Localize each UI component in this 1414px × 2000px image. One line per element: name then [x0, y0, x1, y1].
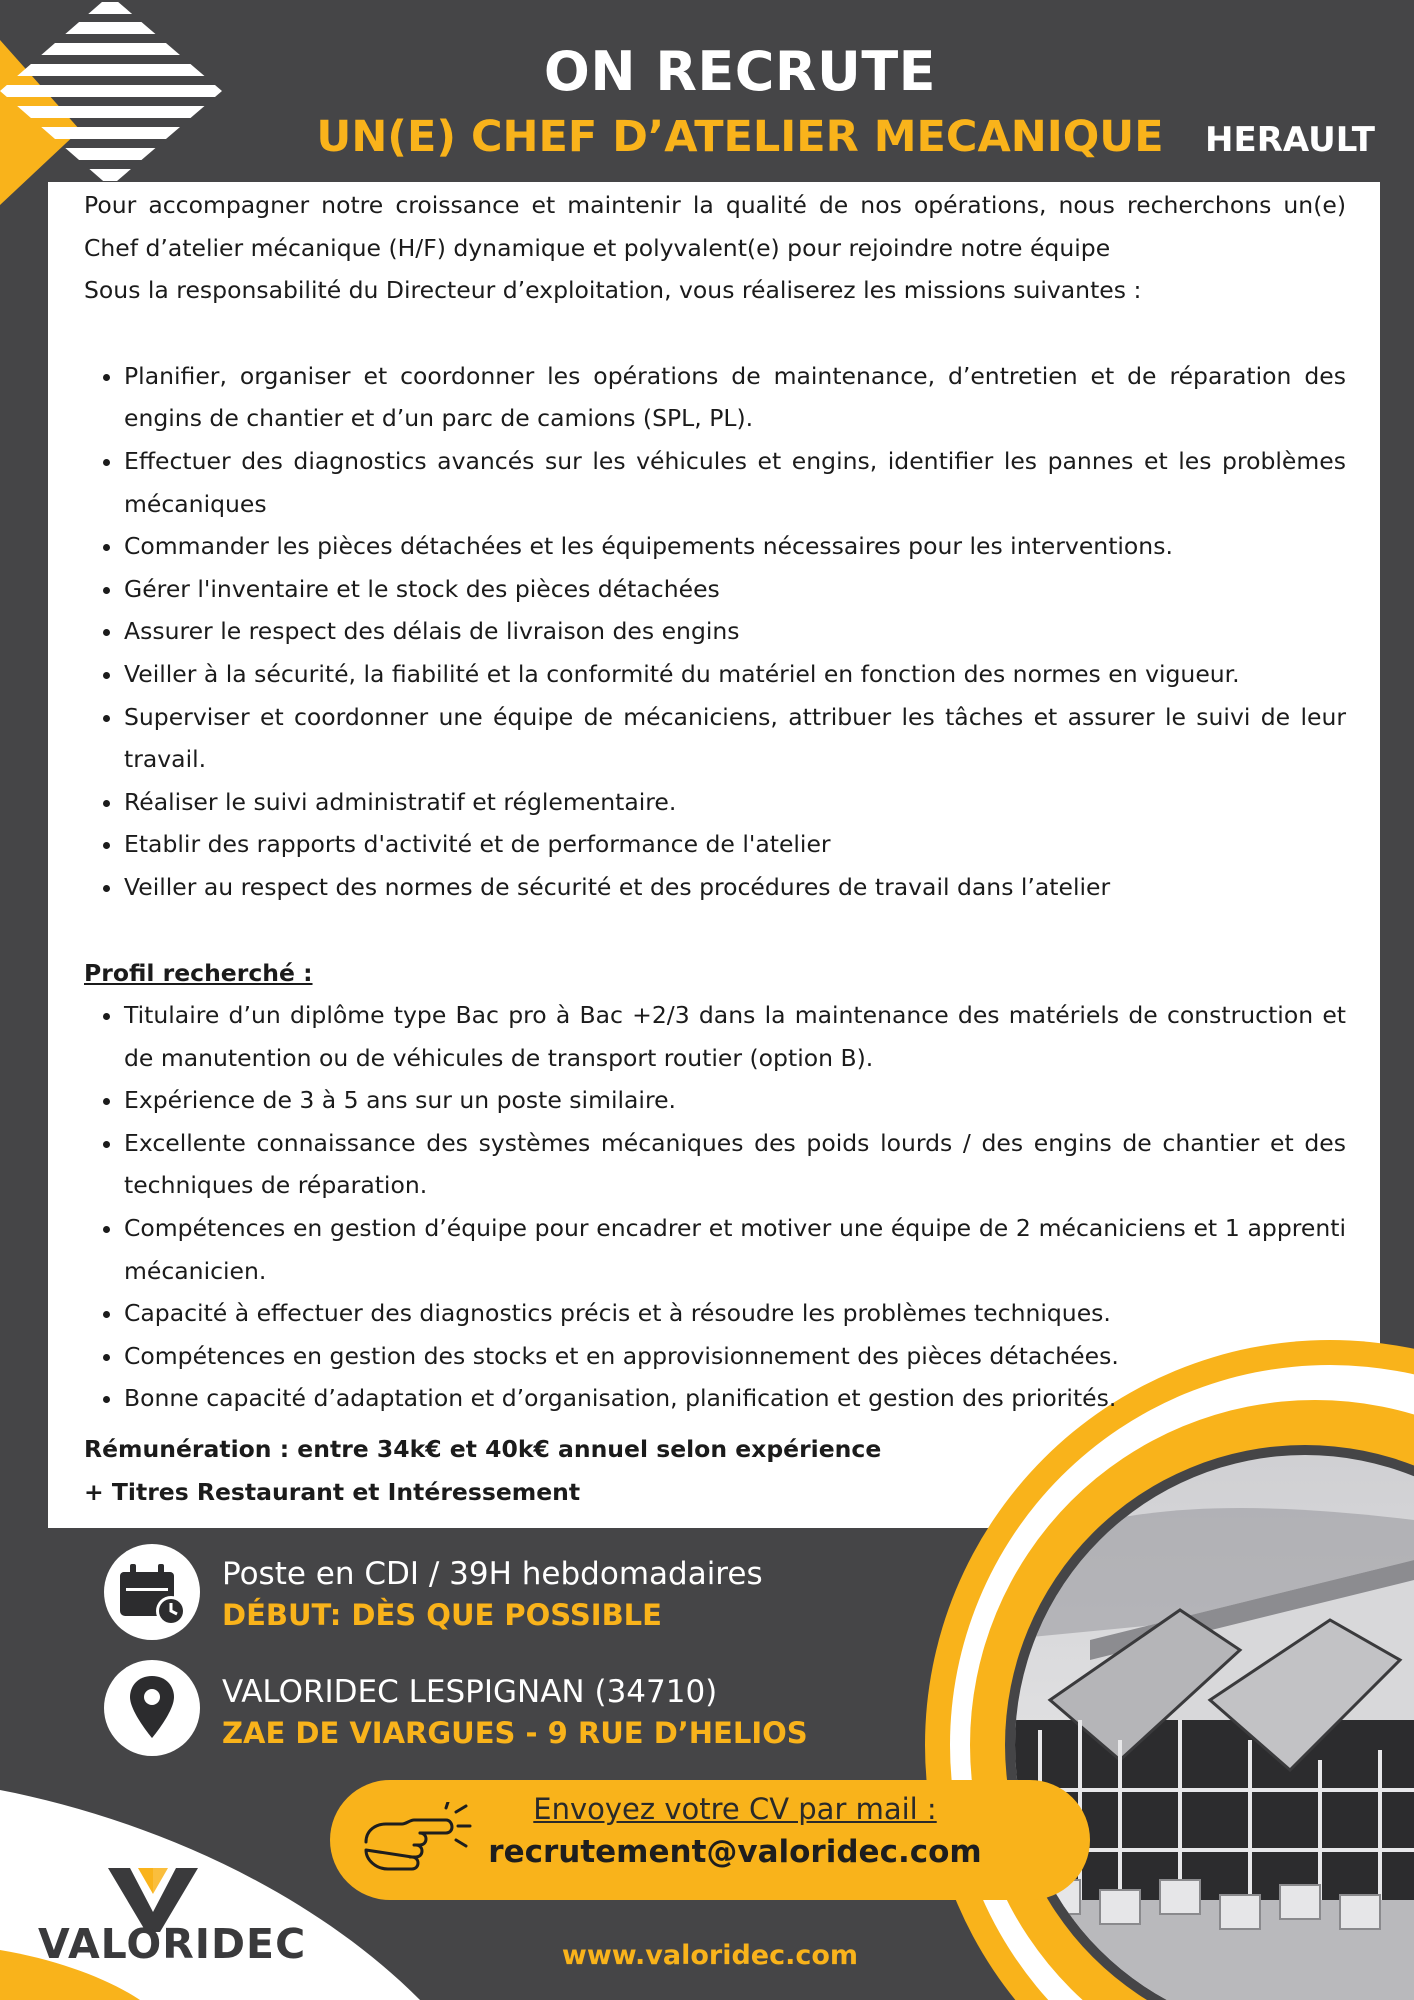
salary-line: Rémunération : entre 34k€ et 40k€ annuel selon expérience — [84, 1435, 882, 1464]
location-pin-icon — [104, 1660, 200, 1756]
list-item: • Compétences en gestion d’équipe pour encadrer et motiver une équipe de 2 mécaniciens et 1 apprenti mécanicien. — [124, 1207, 1346, 1292]
list-item: • Assurer le respect des délais de livraison des engins — [124, 610, 1346, 653]
contact-email-link[interactable]: recrutement@valoridec.com — [488, 1834, 982, 1870]
list-item: • Superviser et coordonner une équipe de mécaniciens, attribuer les tâches et assurer le suivi de leur travail. — [124, 696, 1346, 781]
contract-text: Poste en CDI / 39H hebdomadaires — [222, 1556, 763, 1592]
missions-list — [84, 355, 1346, 909]
list-item: • Excellente connaissance des systèmes mécaniques des poids lourds / des engins de chantier et des techniques de réparation. — [124, 1122, 1346, 1207]
list-item: • Capacité à effectuer des diagnostics précis et à résoudre les problèmes techniques. — [124, 1292, 1346, 1335]
list-item: • Effectuer des diagnostics avancés sur les véhicules et engins, identifier les pannes et les problèmes mécaniques — [124, 440, 1346, 525]
website-link[interactable]: www.valoridec.com — [561, 1940, 859, 1971]
job-description — [84, 184, 1346, 1513]
brand-name: VALORIDEC — [38, 1920, 307, 1968]
list-item: • Compétences en gestion des stocks et en approvisionnement des pièces détachées. — [124, 1335, 1346, 1378]
list-item: • Titulaire d’un diplôme type Bac pro à Bac +2/3 dans la maintenance des matériels de construction et de manutention ou de véhicules de transport routier (option B). — [124, 994, 1346, 1079]
list-item: • Veiller à la sécurité, la fiabilité et la conformité du matériel en fonction des normes en vigueur. — [124, 653, 1346, 696]
list-item: • Veiller au respect des normes de sécurité et des procédures de travail dans l’atelier — [124, 866, 1346, 909]
list-item: • Planifier, organiser et coordonner les opérations de maintenance, d’entretien et de réparation des engins de chantier et d’un parc de camions (SPL, PL). — [124, 355, 1346, 440]
region-label: HERAULT — [1205, 120, 1375, 160]
calendar-icon — [104, 1544, 200, 1640]
benefits-line: + Titres Restaurant et Intéressement — [84, 1477, 581, 1506]
intro-responsibility: Sous la responsabilité du Directeur d’exploitation, vous réaliserez les missions suivantes : — [84, 276, 1142, 305]
profile-list — [84, 994, 1346, 1420]
location-address: ZAE DE VIARGUES - 9 RUE D’HELIOS — [222, 1716, 808, 1750]
intro-paragraph: Pour accompagner notre croissance et maintenir la qualité de nos opérations, nous recherchons un(e) Chef d’atelier mécanique (H/F) dynamique et polyvalent(e) pour rejoindre notre équipe — [84, 191, 1346, 262]
cta-instruction: Envoyez votre CV par mail : — [533, 1792, 937, 1826]
location-text: VALORIDEC LESPIGNAN (34710) — [222, 1674, 718, 1710]
page-title: ON RECRUTE — [543, 40, 937, 103]
list-item: • Gérer l'inventaire et le stock des pièces détachées — [124, 568, 1346, 611]
start-date: DÉBUT: DÈS QUE POSSIBLE — [222, 1598, 662, 1632]
pointing-hand-icon — [362, 1802, 478, 1882]
profile-heading: Profil recherché : — [84, 958, 313, 987]
list-item: • Expérience de 3 à 5 ans sur un poste similaire. — [124, 1079, 1346, 1122]
job-title: UN(E) CHEF D’ATELIER MECANIQUE — [316, 112, 1164, 162]
list-item: • Bonne capacité d’adaptation et d’organisation, planification et gestion des priorités. — [124, 1377, 1346, 1420]
list-item: • Commander les pièces détachées et les équipements nécessaires pour les interventions. — [124, 525, 1346, 568]
list-item: • Etablir des rapports d'activité et de performance de l'atelier — [124, 823, 1346, 866]
list-item: • Réaliser le suivi administratif et réglementaire. — [124, 781, 1346, 824]
